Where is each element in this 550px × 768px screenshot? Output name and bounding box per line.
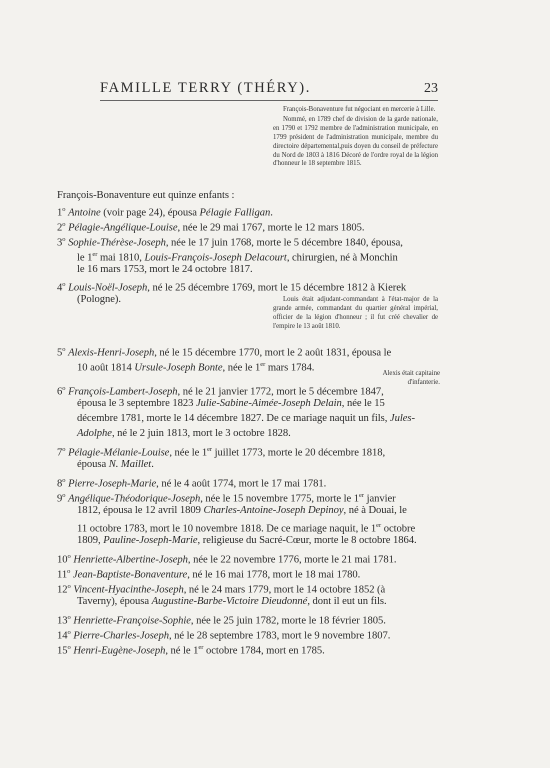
child-entry-7-cont: épousa N. Maillet. — [77, 459, 154, 470]
running-title: FAMILLE TERRY (THÉRY). — [100, 80, 311, 96]
side-note-louis — [273, 296, 438, 332]
child-entry-9-cont: 1809, Pauline-Joseph-Marie, religieuse du Sacré-Cœur, morte le 8 octobre 1864. — [77, 535, 417, 546]
child-entry-5-cont: 10 août 1814 Ursule-Joseph Bonte, née le 1er mars 1784. — [77, 361, 315, 374]
page-number: 23 — [424, 81, 438, 96]
child-entry-14: 14$^o$ Pierre-Charles-Joseph, né le 28 septembre 1783, mort le 9 novembre 1807. — [57, 629, 391, 642]
child-entry-6-cont: décembre 1781, morte le 14 décembre 1827. De ce mariage naquit un fils, Jules- — [77, 413, 415, 424]
child-entry-3-cont: le 16 mars 1753, mort le 24 octobre 1817. — [77, 264, 253, 275]
side-note-alexis: Alexis était capitaine d'infanterie. — [382, 370, 440, 386]
child-entry-13: 13$^o$ Henriette-Françoise-Sophie, née le 25 juin 1782, morte le 18 février 1805. — [57, 614, 386, 627]
child-entry-6: 6$^o$ François-Lambert-Joseph, né le 21 janvier 1772, mort le 5 décembre 1847, — [57, 385, 384, 398]
header-rule — [100, 100, 438, 101]
child-entry-9: 9$^o$ Angélique-Théodorique-Joseph, née le 15 novembre 1775, morte le 1er janvier — [57, 492, 396, 505]
child-entry-12: 12$^o$ Vincent-Hyacinthe-Joseph, né le 24 mars 1779, mort le 14 octobre 1852 (à — [57, 583, 386, 596]
child-entry-3-cont: le 1er mai 1810, Louis-François-Joseph Delacourt, chirurgien, né à Monchin — [77, 251, 398, 264]
note-paragraph: Louis était adjudant-commandant à l'état-major de la grande armée, commandant du quartier général impérial, officier de la légion d'honneur ; il fut créé chevalier de l'empire le 13 août 1810. — [273, 296, 438, 330]
child-entry-9-cont: 1812, épousa le 12 avril 1809 Charles-Antoine-Joseph Depinoy, né à Douai, le — [77, 505, 407, 516]
note-paragraph: Nommé, en 1789 chef de division de la garde nationale, en 1790 et 1792 membre de l'administration municipale, en 1799 président de l'administration municipale, membre du directoire départemental,puis doyen du conseil de préfecture du Nord de 1803 à 1816 Décoré de l'ordre royal de la légion d'honneur le 18 septembre 1815. — [273, 115, 438, 168]
child-entry-5: 5$^o$ Alexis-Henri-Joseph, né le 15 décembre 1770, mort le 2 août 1831, épousa le — [57, 346, 392, 359]
page-header — [100, 80, 438, 97]
child-entry-15: 15$^o$ Henri-Eugène-Joseph, né le 1er octobre 1784, mort en 1785. — [57, 644, 325, 657]
child-entry-6-cont: Adolphe, né le 2 juin 1813, mort le 3 octobre 1828. — [77, 428, 291, 439]
child-entry-9-cont: 11 octobre 1783, mort le 10 novembre 1818. De ce mariage naquit, le 1er octobre — [77, 522, 416, 535]
child-entry-7: 7$^o$ Pélagie-Mélanie-Louise, née le 1er juillet 1773, morte le 20 décembre 1818, — [57, 446, 386, 459]
child-entry-3: 3$^o$ Sophie-Thérèse-Joseph, née le 17 juin 1768, morte le 5 décembre 1840, épousa, — [57, 236, 403, 249]
child-entry-10: 10$^o$ Henriette-Albertine-Joseph, née le 22 novembre 1776, morte le 21 mai 1781. — [57, 553, 397, 566]
side-note-bonaventure — [273, 106, 438, 169]
child-entry-4-cont: (Pologne). — [77, 294, 121, 305]
child-entry-8: 8$^o$ Pierre-Joseph-Marie, né le 4 août 1774, mort le 17 mai 1781. — [57, 477, 327, 490]
child-entry-6-cont: épousa le 3 septembre 1823 Julie-Sabine-Aimée-Joseph Delain, née le 15 — [77, 398, 385, 409]
child-entry-11: 11$^o$ Jean-Baptiste-Bonaventure, né le 16 mai 1778, mort le 18 mai 1780. — [57, 568, 361, 581]
child-entry-12-cont: Taverny), épousa Augustine-Barbe-Victoire Dieudonné, dont il eut un fils. — [77, 596, 387, 607]
child-entry-4: 4$^o$ Louis-Noël-Joseph, né le 25 décembre 1769, mort le 15 décembre 1812 à Kierek — [57, 281, 407, 294]
child-entry-1: 1$^o$ Antoine (voir page 24), épousa Pélagie Falligan. — [57, 206, 273, 219]
intro-line: François-Bonaventure eut quinze enfants : — [57, 190, 235, 201]
note-paragraph: François-Bonaventure fut négociant en mercerie à Lille. — [283, 106, 436, 113]
child-entry-2: 2$^o$ Pélagie-Angélique-Louise, née le 29 mai 1767, morte le 12 mars 1805. — [57, 221, 365, 234]
